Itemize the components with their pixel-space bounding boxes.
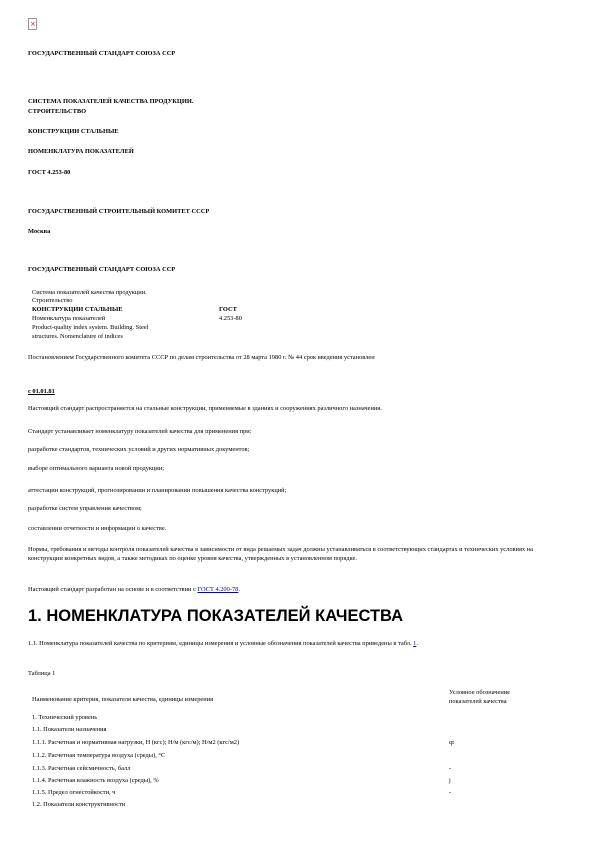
standard-header-2: ГОСУДАРСТВЕННЫЙ СТАНДАРТ СОЮЗА ССР (28, 266, 176, 273)
table-row-name: 1.1.5. Предел огнестойкости, ч (32, 789, 116, 796)
city: Москва (28, 228, 51, 235)
table-row-name: 1.2. Показатели конструктивности (32, 801, 126, 808)
standard-header: ГОСУДАРСТВЕННЫЙ СТАНДАРТ СОЮЗА ССР (28, 50, 176, 57)
table-1-link[interactable]: 1 (413, 640, 417, 647)
table-caption: Таблица 1 (28, 670, 56, 677)
title-block-line: Строительство (32, 297, 73, 304)
list-item: составлении отчетности и информации о качестве. (28, 525, 167, 532)
system-line-2: СТРОИТЕЛЬСТВО (28, 108, 87, 115)
table-row-name: 1.1. Показатели назначения (32, 726, 107, 733)
title-block-line: structures. Nomenclature of indices (32, 333, 123, 340)
table-row-symbol: - (449, 765, 452, 772)
table-header-symbol-2: показателей качества (449, 698, 507, 705)
system-line-1: СИСТЕМА ПОКАЗАТЕЛЕЙ КАЧЕСТВА ПРОДУКЦИИ. (28, 98, 194, 105)
table-row-symbol: - (449, 789, 452, 796)
section-intro-text: 1.1. Номенклатура показателей качества по критериям, единицы измерения и условные обозначения показателей качества приведены в табл. (28, 640, 414, 647)
list-item: выборе оптимального варианта новой продукции; (28, 465, 165, 472)
norms-paragraph: Нормы, требования и методы контроля показателей качества в зависимости от вида решаемых задач должны устанавливаться в соответствующих стандартах и технических условиях на конструкции конкретных видов, а также методиках по оценке уровня качества, утвержденных в установленном порядке. (28, 546, 533, 562)
title-block-gost-label: ГОСТ (219, 306, 237, 313)
table-row-name: 1. Технический уровень (32, 714, 98, 721)
section-intro-end: . (416, 640, 418, 647)
title-block-line: Номенклатура показателей (32, 315, 106, 322)
basis-paragraph (28, 586, 240, 595)
section-intro (28, 640, 558, 649)
title-block-line: Product-quality index system. Building. Steel (32, 324, 149, 331)
title-block-gost-number: 4.253-80 (219, 315, 242, 322)
table-row-name: 1.1.1. Расчетная и нормативная нагрузки, Н (кгс); Н/м (кгс/м); Н/м2 (кгс/м2) (32, 739, 240, 746)
scope-paragraph: Настоящий стандарт распространяется на стальные конструкции, применяемые в зданиях и сооружениях различного назначения. (28, 405, 382, 412)
table-header-name: Наименование критерия, показателя качества, единицы измерения (32, 696, 214, 703)
effective-date: с 01.01.81 (28, 388, 55, 395)
table-header-symbol-1: Условное обозначение (449, 689, 511, 696)
list-item: аттестации конструкций, прогнозировании и планировании повышения качества конструкций; (28, 487, 287, 494)
table-row-symbol: j (449, 777, 451, 784)
basis-text: Настоящий стандарт разработан на основе и в соответствии с (28, 586, 198, 593)
purpose-paragraph: Стандарт устанавливает номенклатуру показателей качества для применения при: (28, 428, 252, 435)
gost-number: ГОСТ 4.253-80 (28, 169, 71, 176)
title-block-line: КОНСТРУКЦИИ СТАЛЬНЫЕ (32, 306, 123, 313)
table-row-symbol: qt (449, 739, 454, 746)
title-block-line: Система показателей качества продукции. (32, 289, 147, 296)
table-row-name: 1.1.3. Расчетная сейсмичность, балл (32, 765, 131, 772)
basis-end: . (238, 586, 240, 593)
gost-4-200-78-link[interactable]: ГОСТ 4.200-78 (197, 586, 239, 593)
list-item: разработке систем управления качеством; (28, 505, 142, 512)
table-row-name: 1.1.2. Расчетная температура воздуха (среды), °С (32, 752, 166, 759)
broken-image-icon: × (30, 20, 36, 28)
constructions-title: КОНСТРУКЦИИ СТАЛЬНЫЕ (28, 128, 119, 135)
nomenclature-title: НОМЕНКЛАТУРА ПОКАЗАТЕЛЕЙ (28, 148, 134, 155)
decree-paragraph: Постановлением Государственного комитета СССР по делам строительства от 28 марта 1980 г. № 44 срок введения установлен (28, 354, 375, 361)
section-heading: 1. НОМЕНКЛАТУРА ПОКАЗАТЕЛЕЙ КАЧЕСТВА (28, 607, 404, 625)
table-row-name: 1.1.4. Расчетная влажность воздуха (среды), % (32, 777, 159, 784)
committee-name: ГОСУДАРСТВЕННЫЙ СТРОИТЕЛЬНЫЙ КОМИТЕТ СССР (28, 208, 210, 215)
list-item: разработке стандартов, технических условий и других нормативных документов; (28, 446, 250, 453)
